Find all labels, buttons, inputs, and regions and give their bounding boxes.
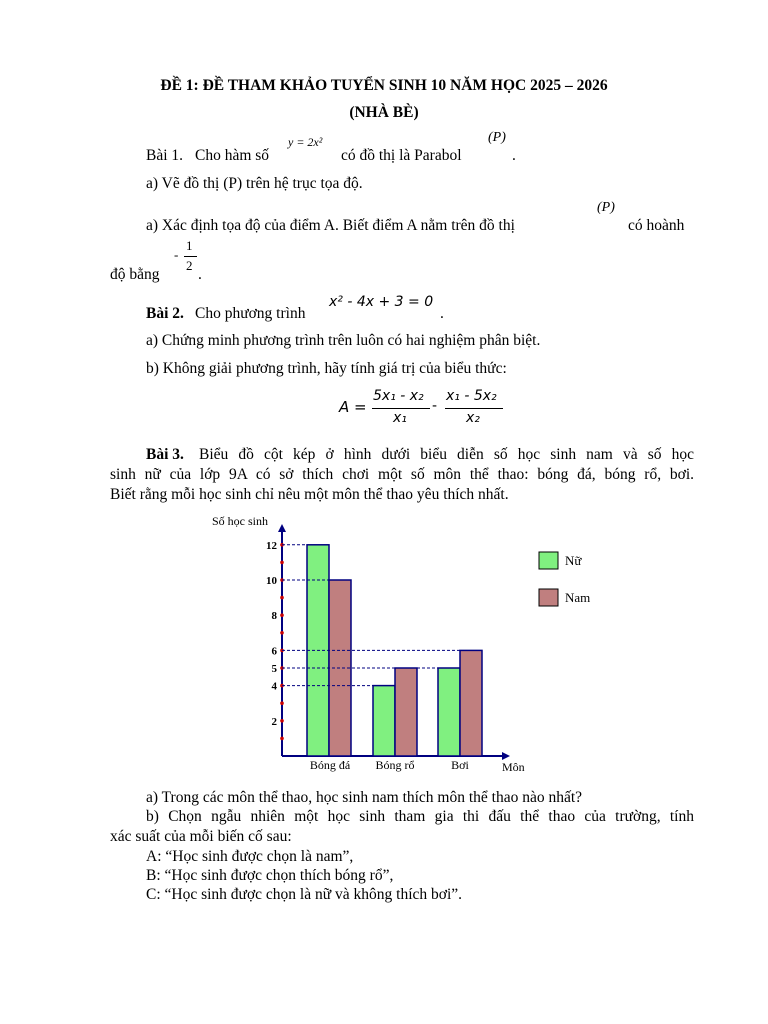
bai2-question-a: a) Chứng minh phương trình trên luôn có hai nghiệm phân biệt. <box>146 332 541 349</box>
bai2-end: . <box>440 305 444 322</box>
bai3-question-a: a) Trong các môn thể thao, học sinh nam thích môn thể thao nào nhất? <box>146 789 583 806</box>
bai1-function: y = 2x² <box>288 135 323 149</box>
bai3-line3: Biết rằng mỗi học sinh chỉ nêu một môn thể thao yêu thích nhất. <box>110 486 509 503</box>
event-c: C: “Học sinh được chọn là nữ và không thích bơi”. <box>146 886 463 903</box>
fraction-sign: - <box>174 247 179 262</box>
expr-num2: x₁ - 5x₂ <box>446 388 497 404</box>
y-tick-label: 8 <box>271 610 277 623</box>
expr-bar2 <box>445 408 503 409</box>
x-tick-label: Bóng rổ <box>375 758 415 772</box>
bai3-question-b-line2: xác suất của mỗi biến cố sau: <box>110 828 292 845</box>
y-tick-label: 4 <box>271 680 277 693</box>
fraction-numerator: 1 <box>186 238 193 253</box>
y-tick-label: 2 <box>271 715 277 728</box>
x-axis-label: Môn <box>502 760 525 774</box>
bai1-label: Bài 1. <box>146 147 184 164</box>
y-axis-label: Số học sinh <box>212 514 269 528</box>
legend-label-nam: Nam <box>565 590 591 605</box>
y-axis-dot <box>280 701 284 705</box>
bai3-label: Bài 3. <box>146 446 184 463</box>
bai1-intro: Cho hàm số <box>195 147 270 164</box>
bai3-line1: Biểu đồ cột kép ở hình dưới biểu diễn số học sinh nam và số học <box>199 446 694 463</box>
bar-nam <box>395 668 417 756</box>
expr-lhs: A = <box>339 398 367 416</box>
page-subtitle: (NHÀ BÈ) <box>349 104 419 121</box>
bai2-equation: x² - 4x + 3 = 0 <box>329 294 434 310</box>
bai1-a2-continue: độ bằng <box>110 266 160 283</box>
expr-bar1 <box>372 408 430 409</box>
bai1-mid: có đồ thị là Parabol <box>341 147 462 164</box>
bai1-a2-end: có hoành <box>628 217 685 234</box>
y-tick-label: 12 <box>266 539 277 552</box>
y-axis-dot <box>280 613 284 617</box>
expr-den2: x₂ <box>466 410 480 426</box>
x-tick-label: Bơi <box>451 758 469 772</box>
y-tick-label: 6 <box>271 645 277 658</box>
legend-swatch-nam <box>539 589 558 606</box>
event-b: B: “Học sinh được chọn thích bóng rổ”, <box>146 867 394 884</box>
bai1-question-a2: a) Xác định tọa độ của điểm A. Biết điểm A nằm trên đồ thị <box>146 217 515 234</box>
bai1-a2-parabol: (P) <box>597 200 615 215</box>
bai2-intro: Cho phương trình <box>195 305 306 322</box>
sports-bar-chart <box>0 500 768 790</box>
bai2-question-b: b) Không giải phương trình, hãy tính giá trị của biểu thức: <box>146 360 507 377</box>
bai3-question-b-line1: b) Chọn ngẫu nhiên một học sinh tham gia thi đấu thể thao của trường, tính <box>146 808 694 825</box>
fraction-bar <box>184 256 197 257</box>
expr-minus: - <box>432 398 438 414</box>
bar-nam <box>460 650 482 756</box>
y-axis-dot <box>280 561 284 565</box>
bai1-a2-dot: . <box>198 266 202 283</box>
y-axis-arrow <box>278 524 286 532</box>
legend-swatch-nu <box>539 552 558 569</box>
page-title: ĐỀ 1: ĐỀ THAM KHẢO TUYỂN SINH 10 NĂM HỌC 2025 – 2026 <box>160 77 608 94</box>
y-axis-dot <box>280 596 284 600</box>
bar-nu <box>438 668 460 756</box>
x-tick-label: Bóng đá <box>309 758 351 772</box>
y-axis-dot <box>280 737 284 741</box>
bai1-question-a1: a) Vẽ đồ thị (P) trên hệ trục tọa độ. <box>146 175 363 192</box>
bai1-end: . <box>512 147 516 164</box>
bai1-parabol: (P) <box>488 130 506 145</box>
event-a: A: “Học sinh được chọn là nam”, <box>146 848 354 865</box>
x-axis-arrow <box>502 752 510 760</box>
bai2-label: Bài 2. <box>146 305 184 322</box>
y-tick-label: 10 <box>266 575 277 587</box>
bar-nu <box>373 686 395 756</box>
bai3-line2: sinh nữ của lớp 9A có sở thích chơi một số môn thể thao: bóng đá, bóng rổ, bơi. <box>110 466 694 483</box>
y-tick-label: 5 <box>271 663 277 675</box>
expr-den1: x₁ <box>393 410 407 426</box>
legend-label-nu: Nữ <box>565 553 582 568</box>
y-axis-dot <box>280 719 284 723</box>
fraction-denominator: 2 <box>186 258 193 273</box>
y-axis-dot <box>280 631 284 635</box>
expr-num1: 5x₁ - x₂ <box>373 388 424 404</box>
